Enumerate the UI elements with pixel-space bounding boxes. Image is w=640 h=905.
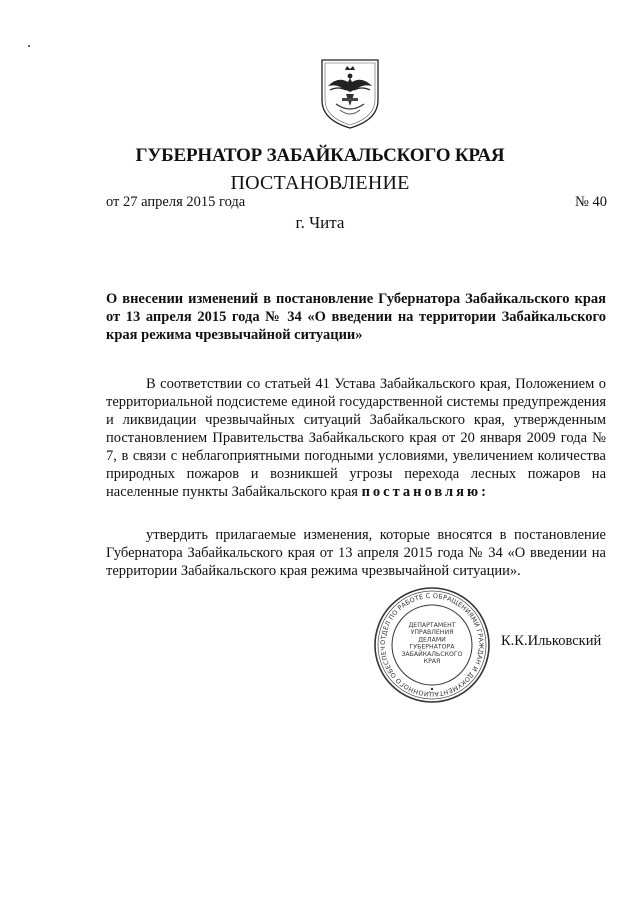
coat-of-arms-emblem-icon [318, 56, 382, 130]
scan-speck [28, 45, 30, 47]
issuing-authority: ГУБЕРНАТОР ЗАБАЙКАЛЬСКОГО КРАЯ [135, 145, 505, 166]
document-subject: О внесении изменений в постановление Губернатора Забайкальского края от 13 апреля 2015 года № 34 «О введении на территории Забайкальского края режима чрезвычайной ситуации» [106, 291, 606, 343]
official-stamp [372, 585, 492, 705]
decree-word: постановляю: [361, 484, 489, 500]
document-date: от 27 апреля 2015 года [106, 194, 246, 210]
preamble-paragraph [106, 375, 606, 501]
preamble-text: В соответствии со статьей 41 Устава Забайкальского края, Положением о территориальной подсистеме единой государственной системы предупреждения и ликвидации чрезвычайных ситуаций Забайкальского края, утвержденным постановлением Правительства Забайкальского края от 20 января 2009 года № 7, в связи с неблагоприятными погодными условиями, увеличением количества природных пожаров и возникшей угрозы перехода лесных пожаров на населенные пункты Забайкальского края [106, 376, 606, 500]
signatory-name: К.К.Ильковский [501, 633, 602, 649]
operative-text: утвердить прилагаемые изменения, которые вносятся в постановление Губернатора Забайкальского края от 13 апреля 2015 года № 34 «О введении на территории Забайкальского края режима чрезвычайной ситуации». [106, 527, 606, 579]
document-type: ПОСТАНОВЛЕНИЕ [230, 172, 410, 194]
operative-paragraph [106, 526, 606, 580]
svg-text:ДЕПАРТАМЕНТУПРАВЛЕНИЯДЕЛАМИГУБ: ДЕПАРТАМЕНТ УПРАВЛЕНИЯ ДЕЛАМИ ГУБЕРНАТОРА ЗАБАЙКАЛЬСКОГО КРАЯ [401, 622, 463, 665]
document-city: г. Чита [295, 213, 345, 232]
svg-text:ОТДЕЛ ПО РАБОТЕ С ОБРАЩЕНИЯМИ: ОТДЕЛ ПО РАБОТЕ С ОБРАЩЕНИЯМИ ГРАЖДАН И ДОКУМЕНТАЦИОННОГО ОБЕСПЕЧ [378, 591, 486, 699]
document-number: № 40 [575, 194, 607, 210]
